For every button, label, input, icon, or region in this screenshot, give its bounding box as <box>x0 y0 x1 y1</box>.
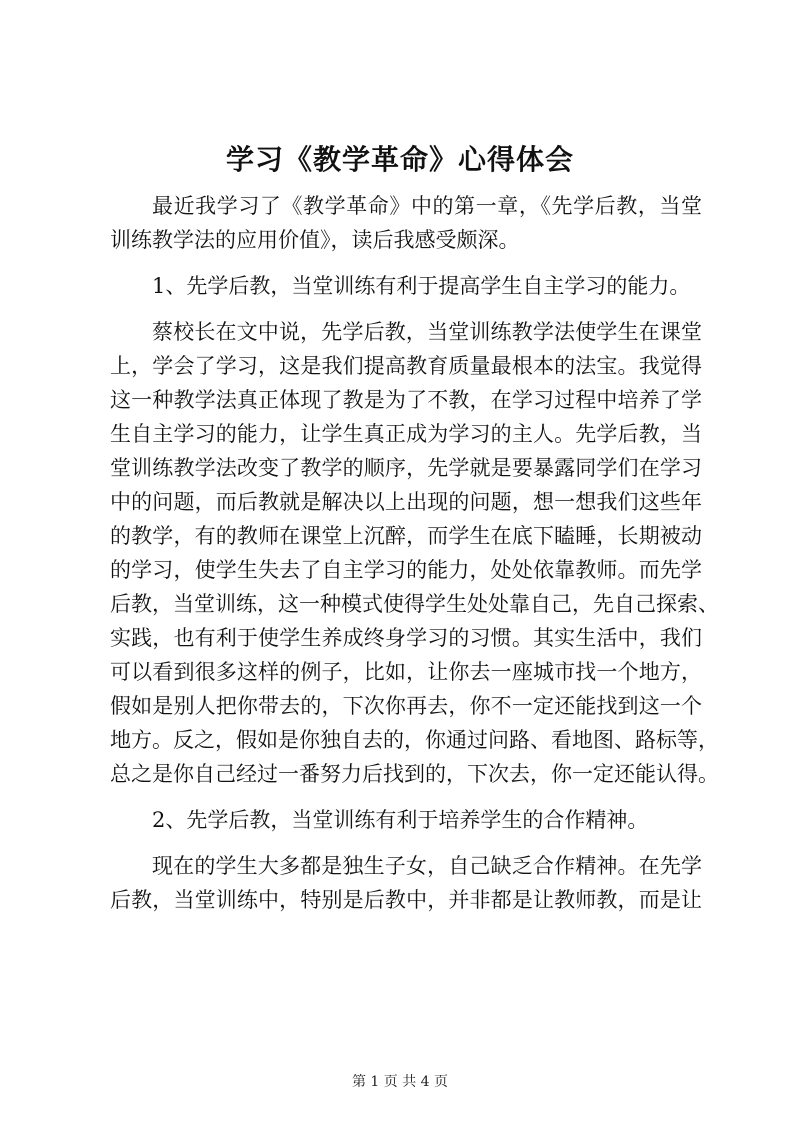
text-line: 的学习，使学生失去了自主学习的能力，处处依靠教师。而先学 <box>110 558 702 582</box>
text-line: 上，学会了学习，这是我们提高教育质量最根本的法宝。我觉得 <box>110 354 702 378</box>
text-line: 最近我学习了《教学革命》中的第一章，《先学后教，当堂 <box>152 194 702 218</box>
text-line: 1、先学后教，当堂训练有利于提高学生自主学习的能力。 <box>152 274 691 298</box>
text-line: 的教学，有的教师在课堂上沉醉，而学生在底下瞌睡，长期被动 <box>110 524 702 548</box>
section-heading-2 <box>110 803 702 837</box>
text-line: 这一种教学法真正体现了教是为了不教，在学习过程中培养了学 <box>110 388 702 412</box>
text-line: 现在的学生大多都是独生子女，自己缺乏合作精神。在先学 <box>152 854 702 878</box>
paragraph-intro <box>110 189 702 257</box>
text-line: 蔡校长在文中说，先学后教，当堂训练教学法使学生在课堂 <box>152 320 702 344</box>
text-line: 堂训练教学法改变了教学的顺序，先学就是要暴露同学们在学习 <box>110 456 702 480</box>
text-line: 生自主学习的能力，让学生真正成为学习的主人。先学后教，当 <box>110 422 702 446</box>
text-line: 2、先学后教，当堂训练有利于培养学生的合作精神。 <box>152 808 649 832</box>
text-line: 总之是你自己经过一番努力后找到的，下次去，你一定还能认得。 <box>110 762 719 786</box>
paragraph-body-1 <box>110 315 719 791</box>
paragraph-body-2 <box>110 849 702 917</box>
text-line: 中的问题，而后教就是解决以上出现的问题，想一想我们这些年 <box>110 490 702 514</box>
text-line: 假如是别人把你带去的，下次你再去，你不一定还能找到这一个 <box>110 694 702 718</box>
text-line: 可以看到很多这样的例子，比如，让你去一座城市找一个地方， <box>110 660 702 684</box>
section-heading-1 <box>110 269 702 303</box>
page-footer: 第 1 页 共 4 页 <box>351 1074 449 1090</box>
document-body <box>110 189 719 917</box>
text-line: 后教，当堂训练，这一种模式使得学生处处靠自己，先自己探索、 <box>110 592 719 616</box>
text-line: 训练教学法的应用价值》，读后我感受颇深。 <box>110 228 520 252</box>
text-line: 实践，也有利于使学生养成终身学习的习惯。其实生活中，我们 <box>110 626 702 650</box>
text-line: 地方。反之，假如是你独自去的，你通过问路、看地图、路标等， <box>110 728 719 752</box>
text-line: 后教，当堂训练中，特别是后教中，并非都是让教师教，而是让 <box>110 888 702 912</box>
document-title: 学习《教学革命》心得体会 <box>225 143 574 176</box>
